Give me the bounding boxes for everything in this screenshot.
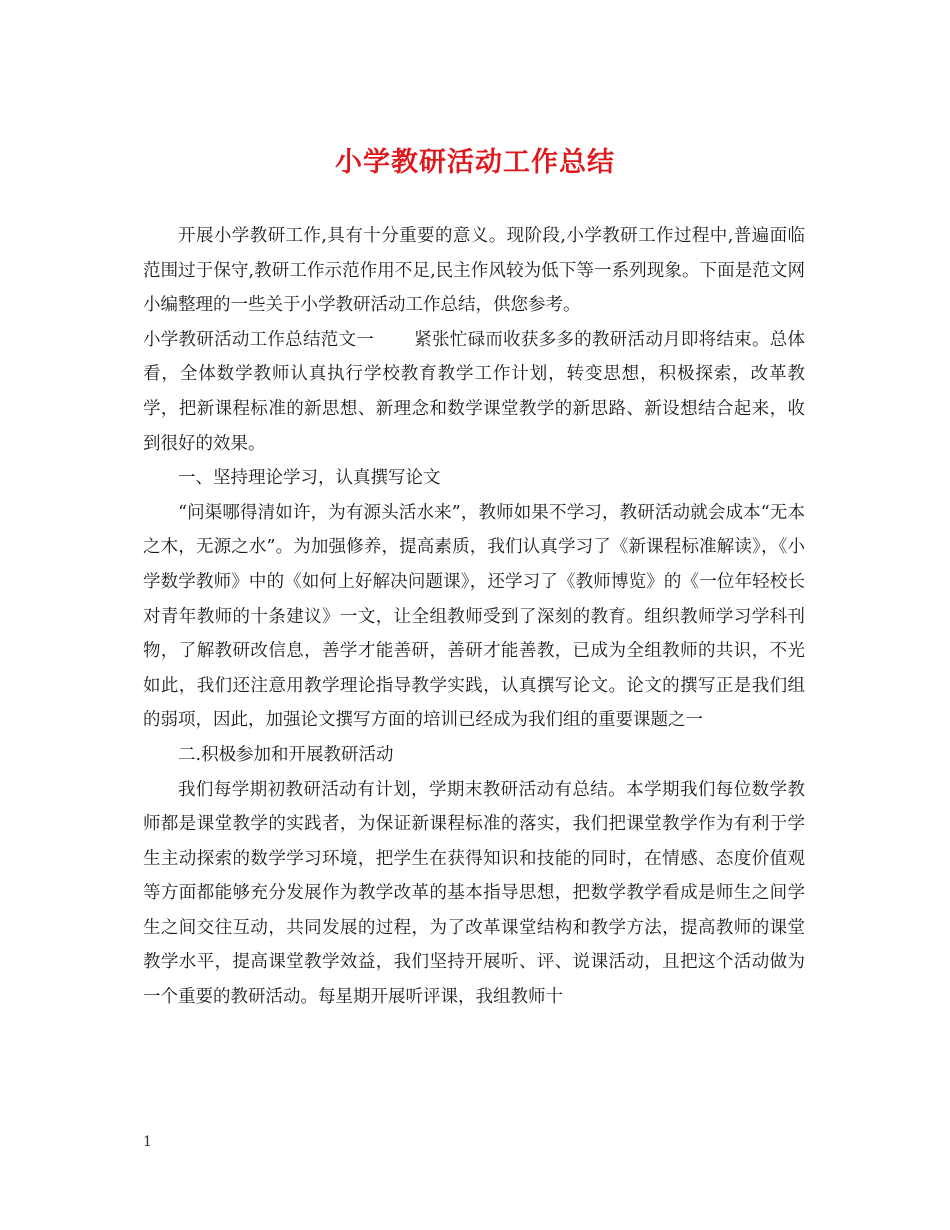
section-1-heading: 一、坚持理论学习，认真撰写论文 [178, 468, 441, 489]
sample-body: 紧张忙碌而收获多多的教研活动月即将结束。总体看，全体数学教师认真执行学校教育教学工作计划，转变思想，积极探索，改革教学，把新课程标准的新思想、新理念和数学课堂教学的新思路、新设想结合起来，收到很好的效果。 [143, 329, 806, 454]
section-2-heading: 二.积极参加和开展教研活动 [178, 744, 394, 765]
document-title: 小学教研活动工作总结 [335, 147, 615, 178]
section-1-paragraph: “问渠哪得清如许，为有源头活水来”，教师如果不学习，教研活动就会成本“无本之木，无源之水”。为加强修养，提高素质，我们认真学习了《新课程标准解读》，《小学数学教师》中的《如何上好解决问题课》，还学习了《教师博览》的《一位年轻校长对青年教师的十条建议》一文，让全组教师受到了深刻的教育。组织教师学习学科刊物，了解教研改信息，善学才能善研，善研才能善教，已成为全组教师的共识，不光如此，我们还注意用教学理论指导教学实践，认真撰写论文。论文的撰写正是我们组的弱项，因此，加强论文撰写方面的培训已经成为我们组的重要课题之一 [143, 502, 805, 731]
sample-label: 小学教研活动工作总结范文一 [143, 329, 375, 350]
page-number: 1 [143, 1134, 152, 1150]
document-body [143, 219, 805, 1015]
intro-paragraph: 开展小学教研工作,具有十分重要的意义。现阶段,小学教研工作过程中,普遍面临范围过于保守,教研工作示范作用不足,民主作风较为低下等一系列现象。下面是范文网小编整理的一些关于小学教研活动工作总结，供您参考。 [143, 226, 805, 316]
sample-paragraph [143, 323, 805, 461]
section-2-paragraph: 我们每学期初教研活动有计划，学期末教研活动有总结。本学期我们每位数学教师都是课堂教学的实践者，为保证新课程标准的落实，我们把课堂教学作为有利于学生主动探索的数学学习环境，把学生在获得知识和技能的同时，在情感、态度价值观等方面都能够充分发展作为教学改革的基本指导思想，把数学教学看成是师生之间学生之间交往互动，共同发展的过程，为了改革课堂结构和教学方法，提高教师的课堂教学水平，提高课堂教学效益，我们坚持开展听、评、说课活动，且把这个活动做为一个重要的教研活动。每星期开展听评课，我组教师十 [143, 779, 805, 1008]
